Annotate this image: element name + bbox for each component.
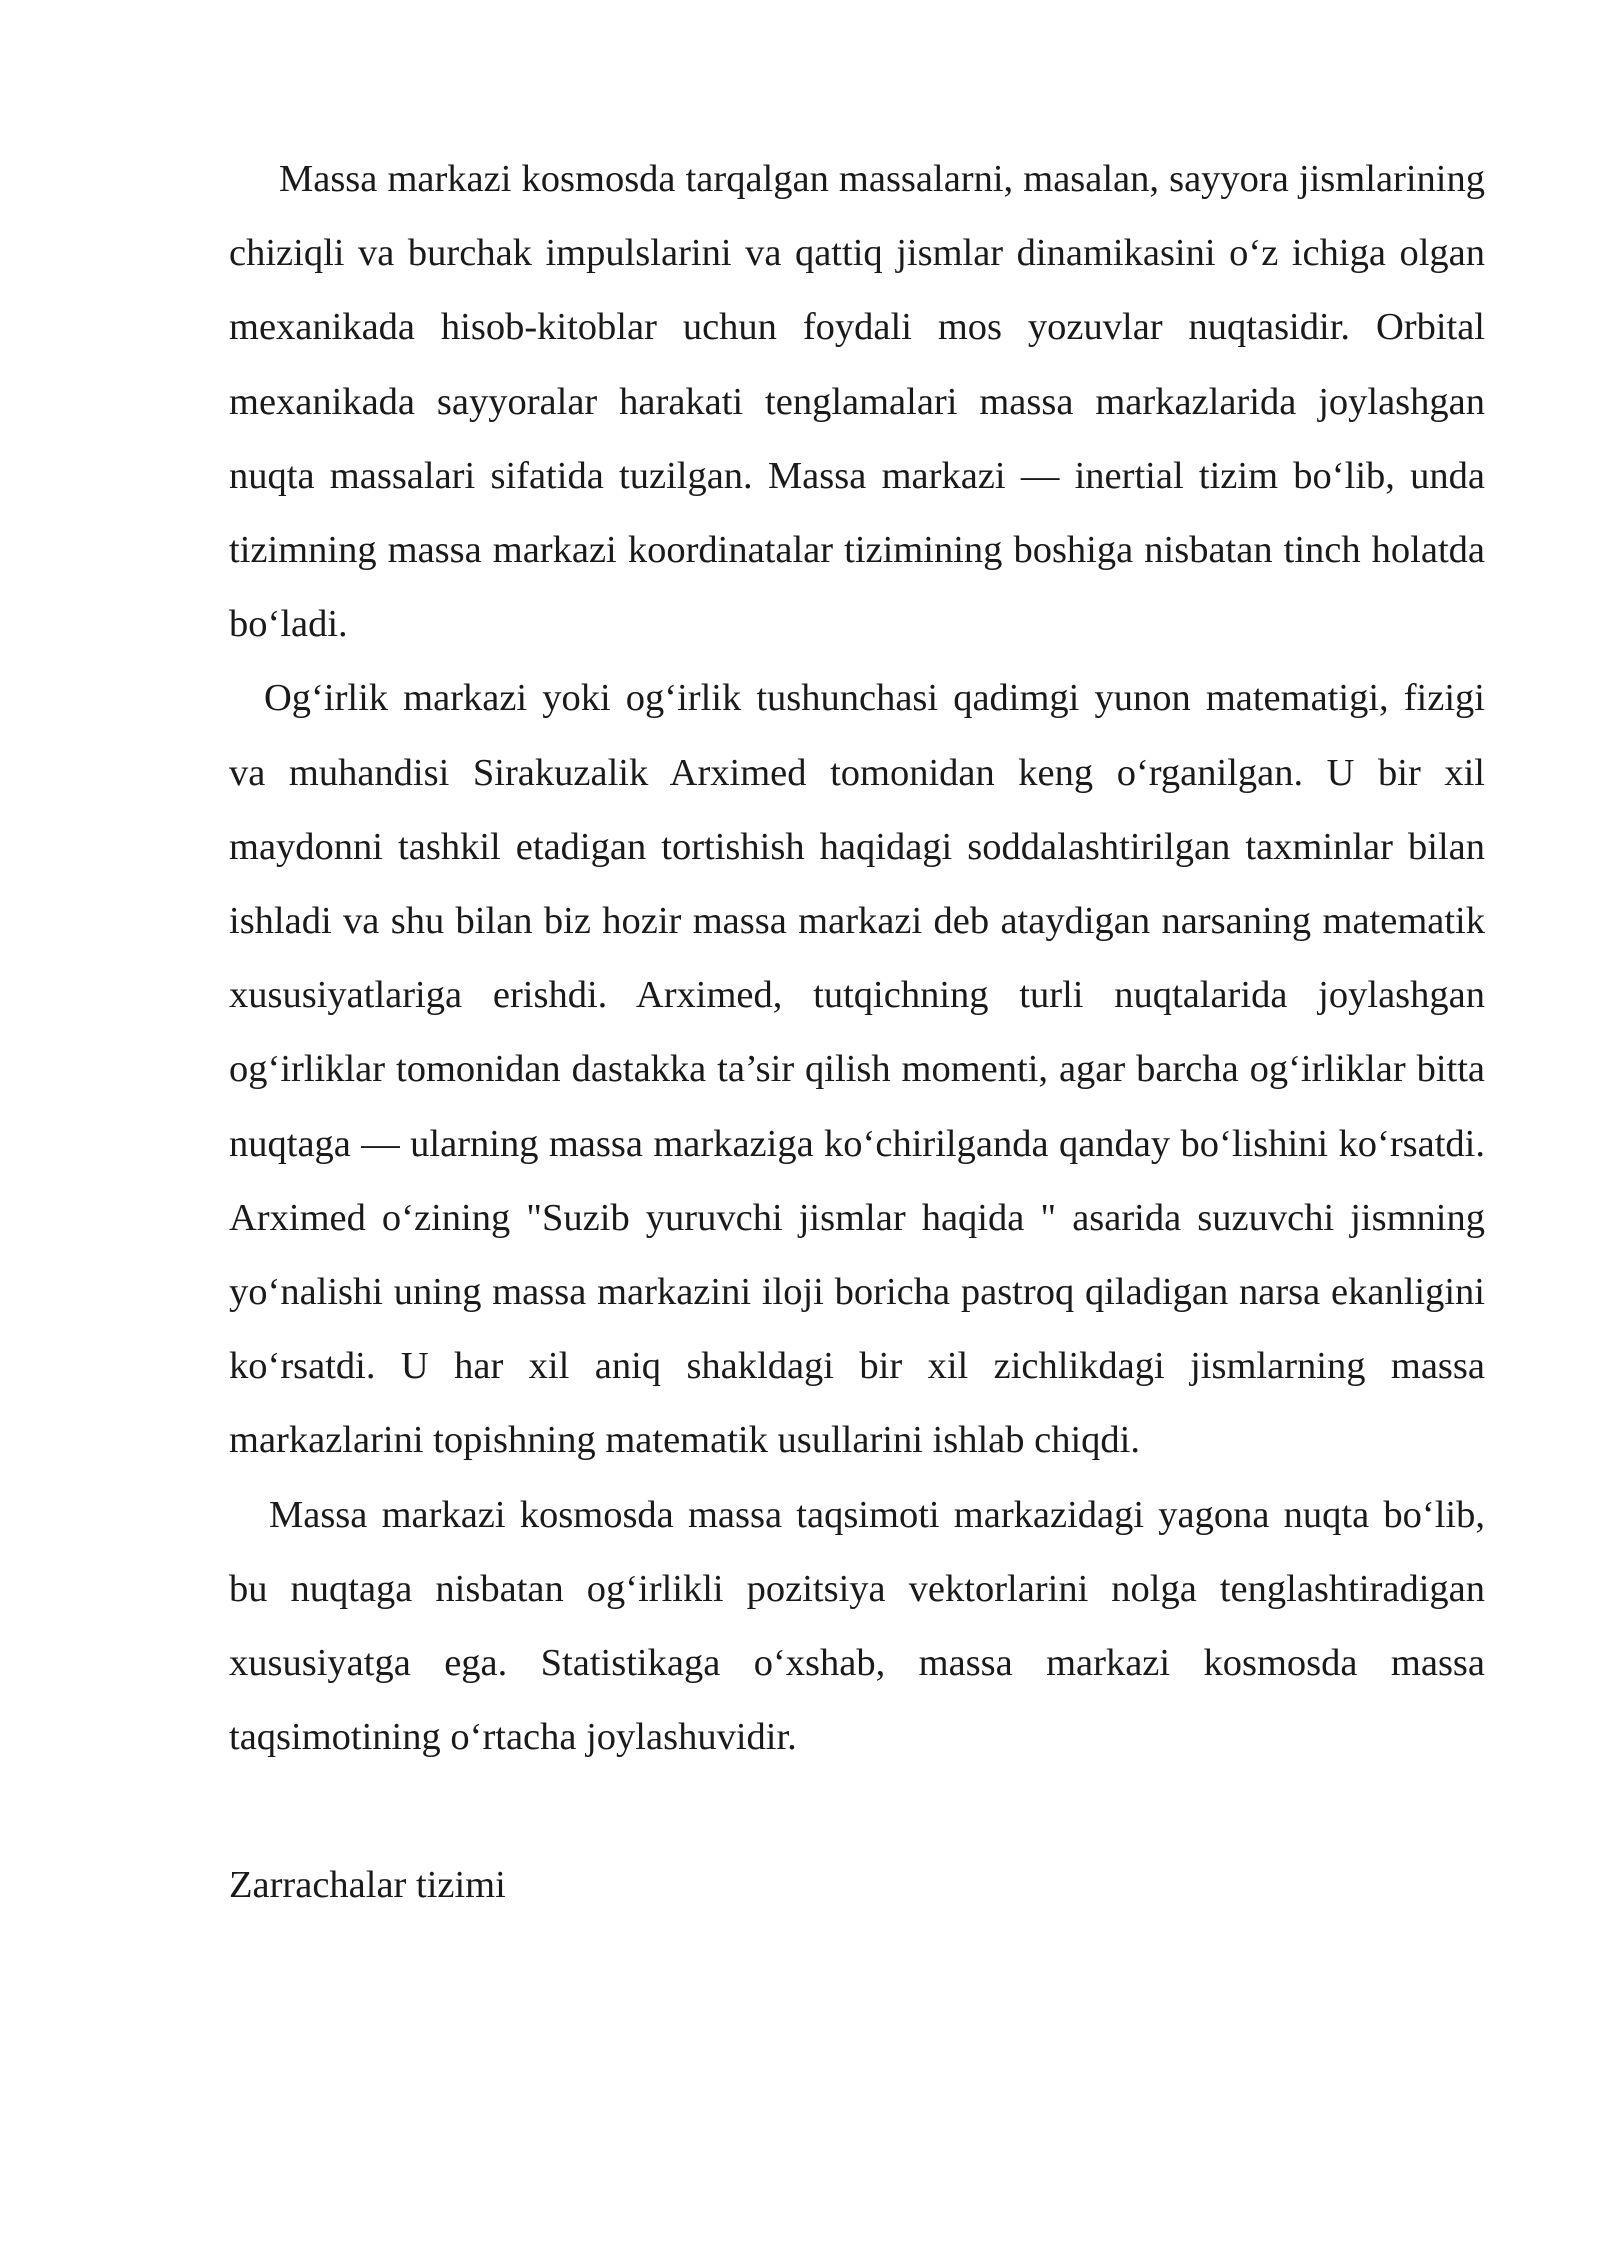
paragraph-2: Og‘irlik markazi yoki og‘irlik tushunchasi qadimgi yunon matematigi, fizigi va muhandisi Sirakuzalik Arximed tomonidan keng o‘rganilgan. U bir xil maydonni tashkil etadigan tortishish haqidagi soddalashtirilgan taxminlar bilan ishladi va shu bilan biz hozir massa markazi deb ataydigan narsaning matematik xususiyatlariga erishdi. Arximed, tutqichning turli nuqtalarida joylashgan og‘irliklar tomonidan dastakka ta’sir qilish momenti, agar barcha og‘irliklar bitta nuqtaga — ularning massa markaziga ko‘chirilganda qanday bo‘lishini ko‘rsatdi. Arximed o‘zining "Suzib yuruvchi jismlar haqida " asarida suzuvchi jismning yo‘nalishi uning massa markazini iloji boricha pastroq qiladigan narsa ekanligini ko‘rsatdi. U har xil aniq shakldagi bir xil zichlikdagi jismlarning massa markazlarini topishning matematik usullarini ishlab chiqdi. bbox=[229, 677, 1485, 1462]
paragraph-1: Massa markazi kosmosda tarqalgan massalarni, masalan, sayyora jismlarining chiziqli va burchak impulslarini va qattiq jismlar dinamikasini o‘z ichiga olgan mexanikada hisob-kitoblar uchun foydali mos yozuvlar nuqtasidir. Orbital mexanikada sayyoralar harakati tenglamalari massa markazlarida joylashgan nuqta massalari sifatida tuzilgan. Massa markazi — inertial tizim bo‘lib, unda tizimning massa markazi koordinatalar tizimining boshiga nisbatan tinch holatda bo‘ladi. bbox=[229, 158, 1485, 646]
document-body bbox=[229, 142, 1485, 1923]
section-heading: Zarrachalar tizimi bbox=[229, 1864, 506, 1907]
paragraph-3: Massa markazi kosmosda massa taqsimoti markazidagi yagona nuqta bo‘lib, bu nuqtaga nisbatan og‘irlikli pozitsiya vektorlarini nolga tenglashtiradigan xususiyatga ega. Statistikaga o‘xshab, massa markazi kosmosda massa taqsimotining o‘rtacha joylashuvidir. bbox=[229, 1493, 1485, 1759]
blank-line bbox=[229, 1774, 1485, 1848]
